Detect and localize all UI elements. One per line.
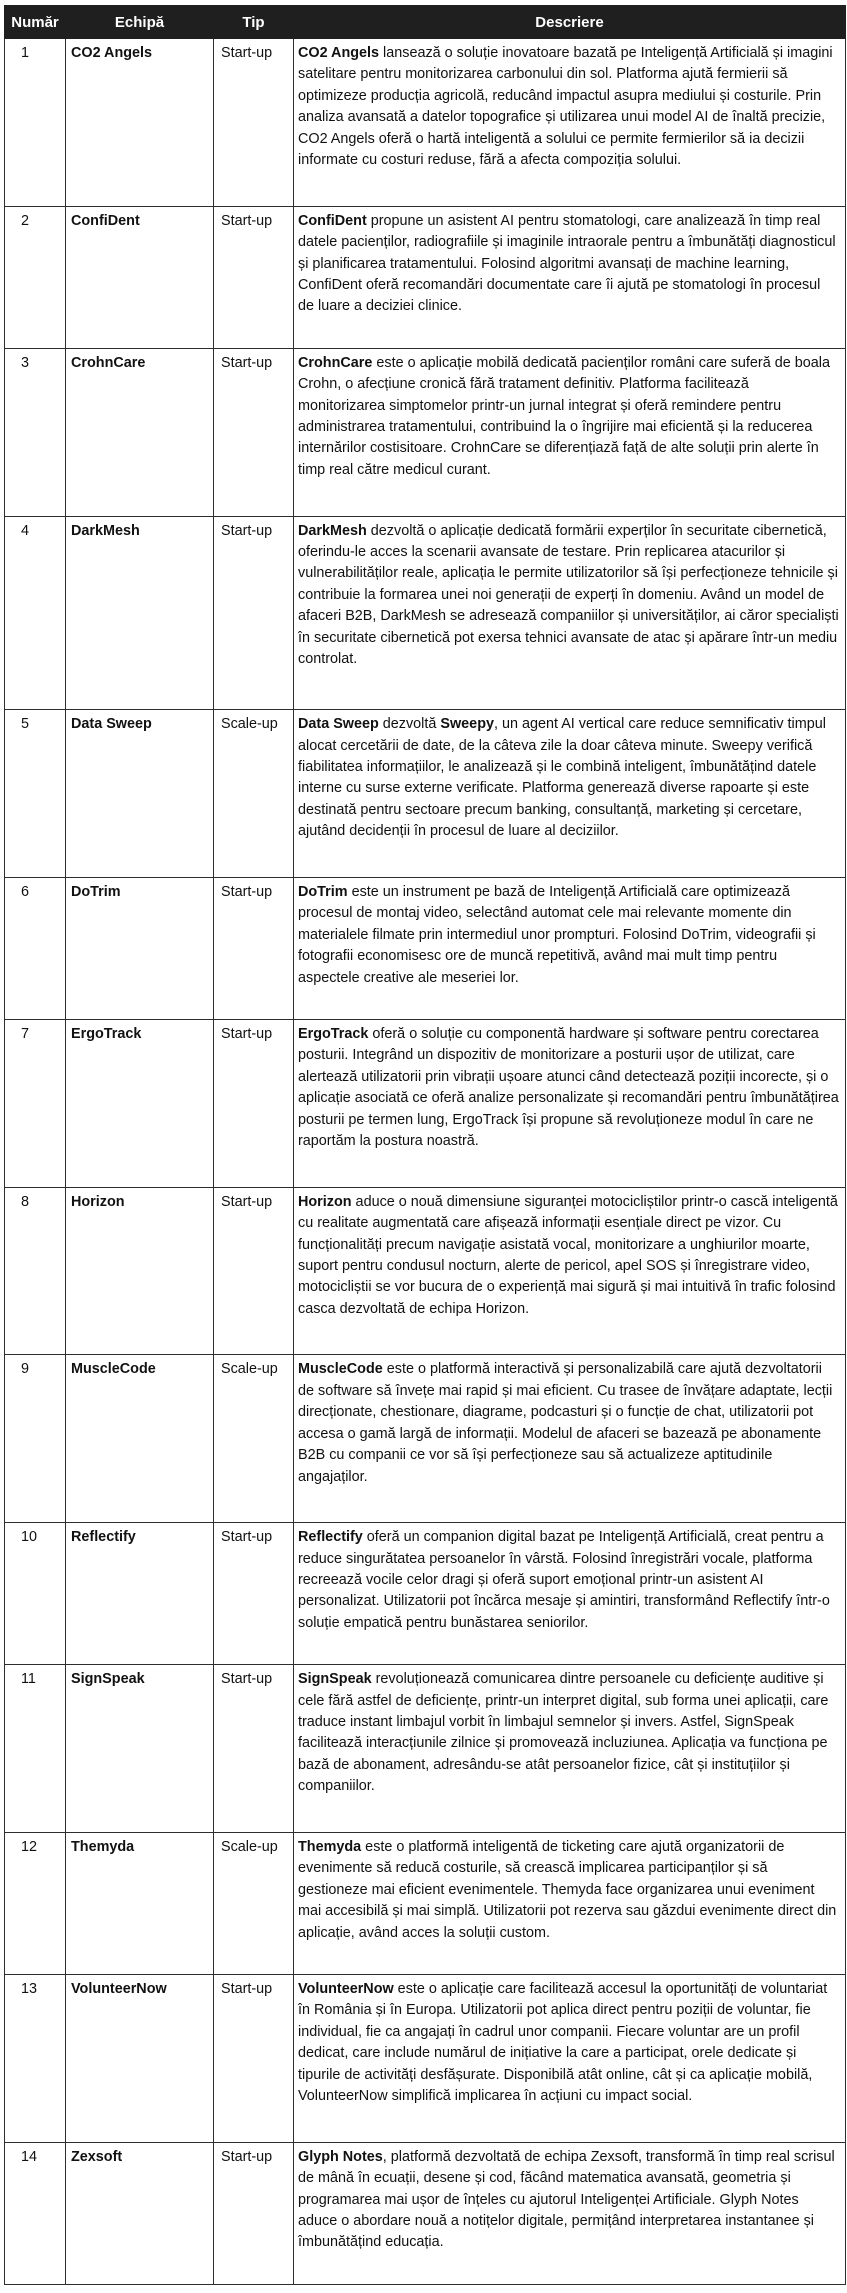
row-team: Data Sweep: [66, 710, 214, 878]
row-description: [294, 1833, 846, 1975]
description-company-name: Glyph Notes: [298, 2148, 383, 2165]
row-number: 5: [5, 710, 66, 878]
row-team: MuscleCode: [66, 1355, 214, 1523]
description-company-name: VolunteerNow: [298, 1981, 394, 1998]
row-team: SignSpeak: [66, 1665, 214, 1833]
description-text-prefix: dezvoltă: [378, 716, 441, 733]
table-row: [5, 1975, 846, 2143]
row-description: [294, 1975, 846, 2143]
row-team: VolunteerNow: [66, 1975, 214, 2143]
row-type: Start-up: [214, 1187, 294, 1355]
row-number: 10: [5, 1523, 66, 1665]
row-number: 13: [5, 1975, 66, 2143]
row-type: Start-up: [214, 206, 294, 348]
description-text: dezvoltă o aplicație dedicată formării experților în securitate cibernetică, oferindu-le acces la scenarii avansate de testare. Prin replicarea atacurilor și vulnerabilităților reale, aplicația le permite utilizatorilor să își perfecționeze tehnicile și contribuie la formarea unei noi generații de experți în domeniu. Având un model de afaceri B2B, DarkMesh se adresează companiilor și universităților, ai căror specialiști în securitate cibernetică pot exersa tehnici avansate de atac și apărare într-un mediu controlat.: [298, 522, 839, 668]
header-description: Descriere: [294, 6, 846, 39]
table-row: [5, 1019, 846, 1187]
row-type: Start-up: [214, 516, 294, 710]
description-text: este o platformă inteligentă de ticketing care ajută organizatorii de evenimente să reducă costurile, să crească implicarea participanților și să gestioneze mai eficient evenimentele. Themyda face organizarea unui eveniment mai accesibilă și mai simplă. Utilizatorii pot rezerva sau găzdui evenimente direct din aplicație, având acces la soluții custom.: [298, 1839, 837, 1941]
table-row: [5, 1833, 846, 1975]
row-team: CrohnCare: [66, 348, 214, 516]
description-text: aduce o nouă dimensiune siguranței motocicliștilor printr-o cască inteligentă cu realitate augmentată care afișează informații esențiale direct pe vizor. Cu funcționalități precum navigație asistată vocal, monitorizare a unghiurilor moarte, suport pentru condusul nocturn, alerte de pericol, apel SOS și înregistrare video, motocicliștii se vor bucura de o experiență mai sigură și mai intuitivă în trafic folosind casca dezvoltată de echipa Horizon.: [298, 1193, 838, 1317]
row-team: ErgoTrack: [66, 1019, 214, 1187]
row-type: Start-up: [214, 348, 294, 516]
description-company-name: ErgoTrack: [298, 1025, 369, 1042]
row-description: [294, 2142, 846, 2284]
row-description: [294, 710, 846, 878]
teams-table: [4, 5, 846, 2285]
row-number: 9: [5, 1355, 66, 1523]
table-row: [5, 39, 846, 207]
description-text: este o platformă interactivă și personalizabilă care ajută dezvoltatorii de software să învețe mai rapid și mai eficient. Cu trasee de învățare adaptate, lecții direcționate, chestionare, diagrame, podcasturi și o funcție de chat, utilizatorii pot accesa o gamă largă de informații. Modelul de afaceri se bazează pe abonamente B2B cu companii ce vor să își perfecționeze sau să actualizeze aptitudinile angajaților.: [298, 1361, 833, 1485]
table-row: [5, 1523, 846, 1665]
description-company-name: MuscleCode: [298, 1361, 383, 1378]
description-text: revoluționează comunicarea dintre persoanele cu deficiențe auditive și cele fără astfel de deficiențe, printr-un interpret digital, sub forma unei aplicații, care traduce instant limbajul vorbit în limbajul semnelor și invers. Astfel, SignSpeak facilitează interacțiunile zilnice și promovează incluziunea. Aplicația va funcționa pe bază de abonament, adresându-se atât persoanelor fizice, cât și instituțiilor și companiilor.: [298, 1671, 829, 1795]
row-type: Start-up: [214, 1665, 294, 1833]
row-team: Reflectify: [66, 1523, 214, 1665]
row-description: [294, 1355, 846, 1523]
row-number: 7: [5, 1019, 66, 1187]
header-type: Tip: [214, 6, 294, 39]
row-number: 4: [5, 516, 66, 710]
row-team: DarkMesh: [66, 516, 214, 710]
row-team: Themyda: [66, 1833, 214, 1975]
table-row: [5, 206, 846, 348]
row-type: Start-up: [214, 1019, 294, 1187]
row-number: 6: [5, 877, 66, 1019]
description-company-name: Themyda: [298, 1839, 362, 1856]
table-row: [5, 1187, 846, 1355]
description-company-name: CO2 Angels: [298, 45, 380, 61]
row-description: [294, 1019, 846, 1187]
table-row: [5, 877, 846, 1019]
row-number: 1: [5, 39, 66, 207]
description-text: lansează o soluție inovatoare bazată pe Inteligență Artificială și imagini satelitare pentru monitorizarea carbonului din sol. Platforma ajută fermierii să optimizeze producția agricolă, reducând impactul asupra mediului și costurile. Prin analiza avansată a datelor topografice și utilizarea unui model AI de înaltă precizie, CO2 Angels oferă o hartă inteligentă a solului ce permite fermierilor să ia decizii informate cu costuri reduse, fără a afecta compoziția solului.: [298, 45, 833, 169]
row-type: Start-up: [214, 1523, 294, 1665]
row-number: 8: [5, 1187, 66, 1355]
row-type: Start-up: [214, 1975, 294, 2143]
row-team: ConfiDent: [66, 206, 214, 348]
description-company-name: Horizon: [298, 1193, 352, 1210]
header-number: Număr: [5, 6, 66, 39]
row-description: [294, 1665, 846, 1833]
description-company-name: DarkMesh: [298, 522, 367, 539]
table-row: [5, 2142, 846, 2284]
description-company-name: CrohnCare: [298, 354, 373, 371]
description-text: , un agent AI vertical care reduce semnificativ timpul alocat cercetării de date, de la câteva zile la doar câteva minute. Sweepy verifică fiabilitatea informațiilor, le analizează și le combină inteligent, îmbunătățind datele interne cu surse externe verificate. Platforma generează diverse rapoarte și este destinată pentru sectoare precum banking, consultanță, marketing și cercetare, ajutând decidenții în procesul de luare al deciziilor.: [298, 716, 826, 840]
description-company-name: ConfiDent: [298, 212, 367, 229]
row-number: 12: [5, 1833, 66, 1975]
table-row: [5, 348, 846, 516]
row-description: [294, 206, 846, 348]
description-product-name: Sweepy: [440, 716, 494, 733]
row-description: [294, 1523, 846, 1665]
row-type: Start-up: [214, 39, 294, 207]
table-row: [5, 1665, 846, 1833]
row-number: 11: [5, 1665, 66, 1833]
row-number: 14: [5, 2142, 66, 2284]
description-text: propune un asistent AI pentru stomatologi, care analizează în timp real datele pacienților, radiografiile și imaginile intraorale pentru a îmbunătăți diagnosticul și planificarea tratamentului. Folosind algoritmi avansați de machine learning, ConfiDent oferă recomandări documentate care îi ajută pe stomatologi în procesul de luare a deciziei clinice.: [298, 212, 836, 315]
description-company-name: Reflectify: [298, 1529, 363, 1546]
row-team: Zexsoft: [66, 2142, 214, 2284]
description-text: este o aplicație mobilă dedicată pacienților români care suferă de boala Crohn, o afecțiune cronică fără tratament definitiv. Platforma facilitează monitorizarea simptomelor printr-un jurnal integrat și oferă remindere pentru administrarea tratamentului, contribuind la o îngrijire mai eficientă și la reducerea internărilor costisitoare. CrohnCare se diferențiază față de alte soluții prin alerte în timp real către medicul curant.: [298, 354, 830, 478]
row-description: [294, 39, 846, 207]
row-type: Start-up: [214, 2142, 294, 2284]
table-row: [5, 1355, 846, 1523]
row-type: Scale-up: [214, 710, 294, 878]
row-description: [294, 877, 846, 1019]
description-company-name: DoTrim: [298, 883, 348, 900]
description-text: , platformă dezvoltată de echipa Zexsoft, transformă în timp real scrisul de mână în ecuații, desene și cod, făcând matematica avansată, geometria și programarea mai ușor de înțeles cu ajutorul Inteligenței Artificiale. Glyph Notes aduce o abordare nouă a notițelor digitale, permițând interpretarea instantanee și îmbunătățind educația.: [298, 2148, 835, 2251]
row-number: 2: [5, 206, 66, 348]
row-type: Scale-up: [214, 1355, 294, 1523]
table-row: [5, 710, 846, 878]
row-type: Start-up: [214, 877, 294, 1019]
row-team: DoTrim: [66, 877, 214, 1019]
description-company-name: Data Sweep: [298, 716, 379, 733]
description-text: oferă o soluție cu componentă hardware și software pentru corectarea posturii. Integrând un dispozitiv de monitorizare a posturii ușor de utilizat, care alertează utilizatorii prin vibrații ușoare atunci când detectează poziții incorecte, și o aplicație asociată ce oferă analize personalizate și recomandări pentru îmbunătățirea posturii pe termen lung, ErgoTrack își propune să revoluționeze modul în care ne raportăm la postura noastră.: [298, 1025, 839, 1149]
row-description: [294, 1187, 846, 1355]
row-number: 3: [5, 348, 66, 516]
description-company-name: SignSpeak: [298, 1671, 372, 1688]
table-body: [5, 39, 846, 2285]
description-text: este un instrument pe bază de Inteligență Artificială care optimizează procesul de montaj video, selectând automat cele mai relevante momente din materialele filmate prin intermediul unor prompturi. Folosind DoTrim, videografii și fotografii economisesc ore de muncă repetitivă, având mai mult timp pentru aspectele creative ale meseriei lor.: [298, 883, 816, 986]
description-text: este o aplicație care facilitează accesul la oportunități de voluntariat în România și în Europa. Utilizatorii pot aplica direct pentru poziții de voluntar, fie individual, fie ca angajați în cadrul unor companii. Fiecare voluntar are un profil dedicat, care include numărul de inițiative la care a participat, orele dedicate și tipurile de activități desfășurate. Disponibilă atât online, cât și ca aplicație mobilă, VolunteerNow simplifică implicarea în acțiuni cu impact social.: [298, 1981, 828, 2105]
row-description: [294, 516, 846, 710]
row-team: Horizon: [66, 1187, 214, 1355]
header-team: Echipă: [66, 6, 214, 39]
row-type: Scale-up: [214, 1833, 294, 1975]
table-header-row: [5, 6, 846, 39]
row-description: [294, 348, 846, 516]
description-text: oferă un companion digital bazat pe Inteligență Artificială, creat pentru a reduce singurătatea persoanelor în vârstă. Folosind înregistrări vocale, platforma recreează vocile celor dragi și oferă suport emoțional printr-un asistent AI personalizat. Utilizatorii pot încărca mesaje și amintiri, transformând Reflectify într-o soluție empatică pentru bunăstarea seniorilor.: [298, 1529, 830, 1631]
table-row: [5, 516, 846, 710]
row-team: CO2 Angels: [66, 39, 214, 207]
